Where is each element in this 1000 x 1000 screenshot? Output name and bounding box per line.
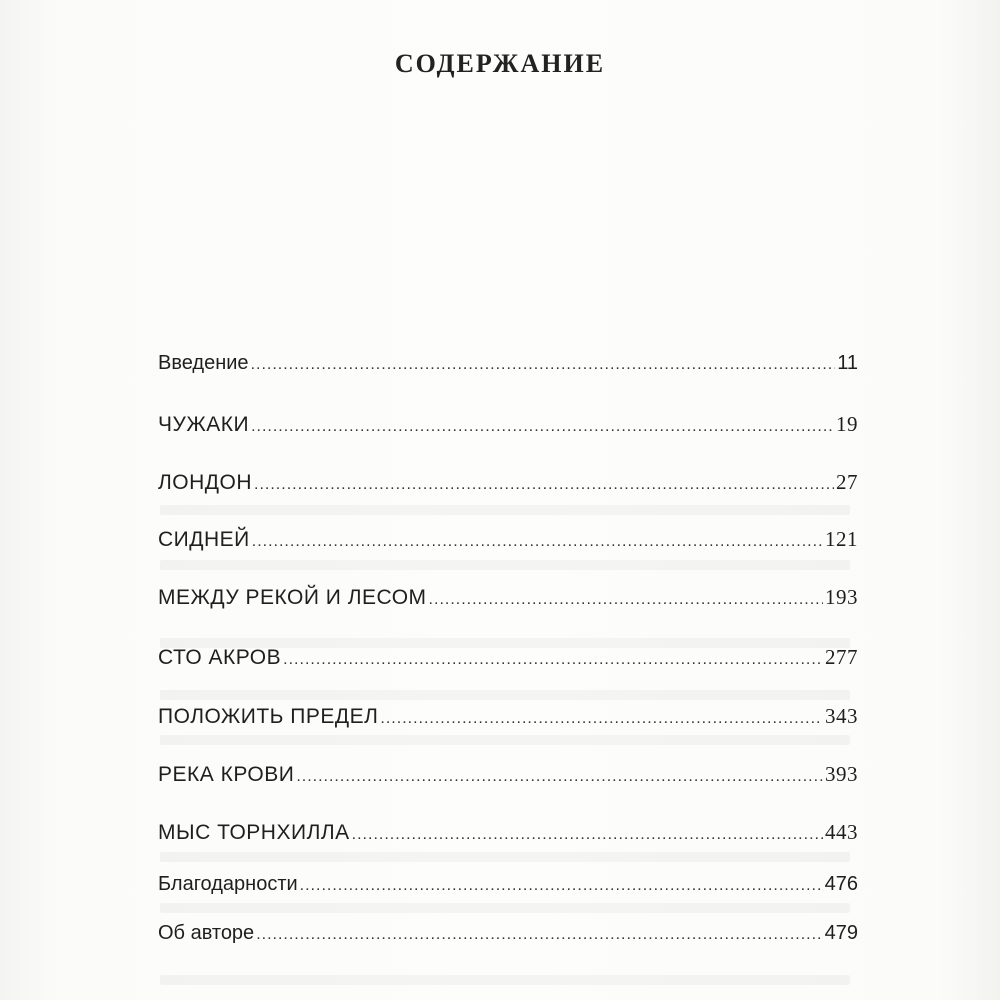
dot-leader: [251, 356, 836, 374]
toc-entry-label: Благодарности: [158, 873, 298, 895]
toc-entry[interactable]: [158, 922, 858, 945]
toc-entry-label: РЕКА КРОВИ: [158, 763, 295, 786]
toc-entry-label: Об авторе: [158, 922, 255, 944]
toc-entry[interactable]: [158, 645, 858, 670]
bleed-through-line: [160, 735, 850, 745]
toc-entry[interactable]: [158, 352, 858, 375]
bleed-through-line: [160, 903, 850, 913]
toc-entry-label: МЕЖДУ РЕКОЙ И ЛЕСОМ: [158, 586, 427, 609]
bleed-through-line: [160, 690, 850, 700]
dot-leader: [254, 476, 834, 494]
toc-entry-page-number: 479: [824, 922, 858, 944]
toc-entry[interactable]: [158, 527, 858, 552]
bleed-through-line: [160, 852, 850, 862]
toc-entry[interactable]: [158, 585, 858, 610]
toc-entry[interactable]: [158, 412, 858, 437]
toc-entry-label: СИДНЕЙ: [158, 528, 250, 551]
toc-entry[interactable]: [158, 704, 858, 729]
toc-entry-page-number: 277: [825, 645, 858, 669]
toc-entry-label: ЧУЖАКИ: [158, 413, 250, 436]
toc-entry-label: СТО АКРОВ: [158, 646, 282, 669]
toc-entry-page-number: 343: [825, 704, 858, 728]
toc-entry-page-number: 121: [825, 527, 858, 551]
toc-entry[interactable]: [158, 873, 858, 896]
toc-entry-page-number: 11: [837, 352, 858, 374]
toc-entry[interactable]: [158, 470, 858, 495]
toc-entry-label: ПОЛОЖИТЬ ПРЕДЕЛ: [158, 705, 379, 728]
dot-leader: [429, 591, 823, 609]
page-title: СОДЕРЖАНИЕ: [394, 49, 606, 79]
toc-entry-label: ЛОНДОН: [158, 471, 253, 494]
toc-entry[interactable]: [158, 762, 858, 787]
toc-entry-label: Введение: [158, 352, 249, 374]
bleed-through-line: [160, 560, 850, 570]
toc-entry-page-number: 443: [825, 820, 858, 844]
dot-leader: [283, 651, 823, 669]
dot-leader: [380, 710, 823, 728]
toc-entry[interactable]: [158, 820, 858, 845]
dot-leader: [352, 826, 823, 844]
dot-leader: [256, 926, 822, 944]
toc-entry-page-number: 27: [836, 470, 858, 494]
toc-entry-page-number: 193: [825, 585, 858, 609]
bleed-through-line: [160, 505, 850, 515]
toc-entry-label: МЫС ТОРНХИЛЛА: [158, 821, 350, 844]
dot-leader: [251, 418, 834, 436]
toc-entry-page-number: 19: [836, 412, 858, 436]
toc-entry-page-number: 476: [824, 873, 858, 895]
toc-entry-page-number: 393: [825, 762, 858, 786]
dot-leader: [252, 533, 823, 551]
dot-leader: [300, 877, 823, 895]
dot-leader: [296, 768, 823, 786]
bleed-through-line: [160, 975, 850, 985]
